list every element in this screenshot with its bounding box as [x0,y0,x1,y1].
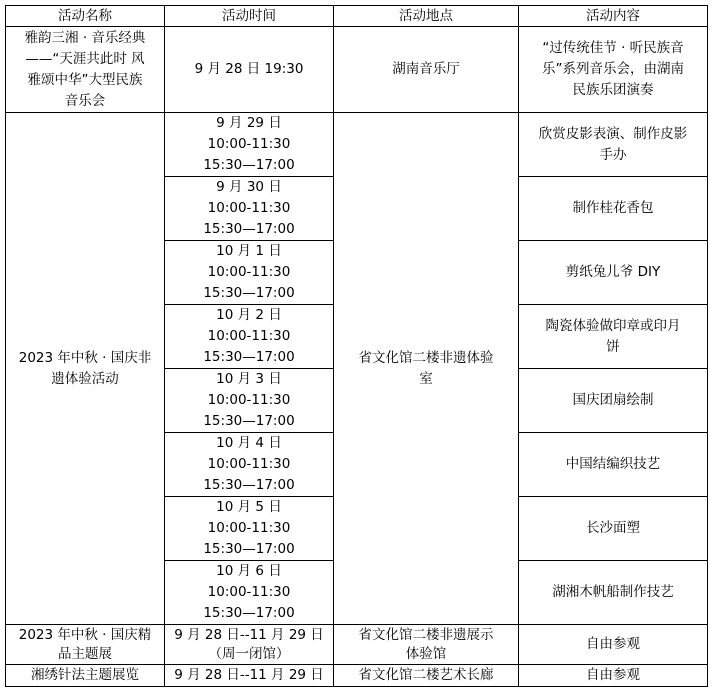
cell-line: 雅颂中华”大型民族 [27,71,143,88]
cell-line: 饼 [606,338,620,355]
activity-time-cell [165,241,334,305]
activity-time-cell [165,305,334,369]
slot-time-morning: 10:00-11:30 [207,136,291,152]
cell-line: 中国结编织技艺 [565,456,661,472]
activity-content-cell [519,625,708,665]
cell-line: 9 月 28 日--11 月 29 日 [174,626,324,643]
cell-line: 长沙面塑 [586,520,640,536]
activity-name-cell [6,625,165,665]
activity-content-cell [519,561,708,625]
header-name: 活动名称 [6,6,165,27]
activity-time-cell [165,177,334,241]
cell-line: 国庆团扇绘制 [572,392,654,408]
slot-time-afternoon: 15:30—17:00 [203,605,295,621]
cell-line: 室 [419,370,433,387]
cell-line: 雅韵三湘 · 音乐经典 [24,29,146,46]
slot-date: 10 月 2 日 [216,307,282,323]
header-content: 活动内容 [519,6,708,27]
activity-content-cell [519,665,708,687]
cell-line: 2023 年中秋 · 国庆精 [18,626,152,643]
header-place: 活动地点 [334,6,519,27]
activity-content-cell [519,27,708,113]
table-row [6,113,708,177]
cell-line: 9 月 28 日--11 月 29 日 [174,667,324,683]
header-time: 活动时间 [165,6,334,27]
activity-name-cell [6,27,165,113]
slot-time-morning: 10:00-11:30 [207,456,291,472]
table-row [6,665,708,687]
slot-date: 10 月 6 日 [216,563,282,579]
slot-date: 10 月 1 日 [216,243,282,259]
cell-line: 品主题展 [58,645,112,662]
activity-name-cell [6,665,165,687]
slot-time-afternoon: 15:30—17:00 [203,541,295,557]
slot-time-morning: 10:00-11:30 [207,328,291,344]
activity-time-cell [165,27,334,113]
activity-time-cell [165,625,334,665]
activity-time-cell [165,561,334,625]
slot-time-afternoon: 15:30—17:00 [203,477,295,493]
cell-line: 省文化馆二楼艺术长廊 [358,667,494,683]
slot-time-morning: 10:00-11:30 [207,584,291,600]
activity-time-cell [165,433,334,497]
cell-line: 自由参观 [586,636,640,652]
cell-line: 省文化馆二楼非遗体验 [358,349,494,366]
activity-table [5,5,708,687]
activity-name-cell [6,113,165,625]
cell-line: “过传统佳节 · 听民族音 [542,40,684,56]
activity-content-cell [519,433,708,497]
activity-content-cell [519,113,708,177]
cell-line: 陶瓷体验做印章或印月 [545,317,681,334]
slot-time-morning: 10:00-11:30 [207,200,291,216]
slot-date: 9 月 29 日 [216,115,282,131]
activity-content-cell [519,369,708,433]
activity-content-cell [519,497,708,561]
cell-line: ——“天涯共此时 风 [25,50,145,67]
slot-date: 9 月 30 日 [216,179,282,195]
cell-line: （周一闭馆） [208,645,290,662]
cell-line: 遗体验活动 [51,370,119,387]
activity-time-cell [165,665,334,687]
activity-time-cell [165,497,334,561]
cell-line: 湖南音乐厅 [392,61,460,77]
slot-date: 10 月 5 日 [216,499,282,515]
slot-date: 10 月 3 日 [216,371,282,387]
slot-date: 10 月 4 日 [216,435,282,451]
slot-time-afternoon: 15:30—17:00 [203,413,295,429]
cell-line: 乐”系列音乐会，由湖南 [542,61,684,77]
activity-place-cell [334,27,519,113]
cell-line: 制作桂花香包 [572,200,654,216]
activity-place-cell [334,665,519,687]
cell-line: 音乐会 [64,92,106,109]
cell-line: 9 月 28 日 19:30 [194,61,304,77]
cell-line: 自由参观 [586,667,640,683]
activity-place-cell [334,113,519,625]
slot-time-afternoon: 15:30—17:00 [203,221,295,237]
header-row [6,6,708,27]
slot-time-afternoon: 15:30—17:00 [203,349,295,365]
activity-time-cell [165,113,334,177]
cell-line: 民族乐团演奏 [572,82,654,98]
slot-time-afternoon: 15:30—17:00 [203,285,295,301]
activity-content-cell [519,177,708,241]
cell-line: 湖湘木帆船制作技艺 [552,584,674,600]
activity-time-cell [165,369,334,433]
cell-line: 省文化馆二楼非遗展示 [358,626,494,643]
slot-time-morning: 10:00-11:30 [207,520,291,536]
cell-line: 2023 年中秋 · 国庆非 [18,349,152,366]
cell-line: 手办 [599,146,627,163]
table-row [6,625,708,665]
cell-line: 体验馆 [405,645,447,662]
slot-time-morning: 10:00-11:30 [207,264,291,280]
activity-content-cell [519,241,708,305]
activity-content-cell [519,305,708,369]
cell-line: 欣赏皮影表演、制作皮影 [538,125,688,142]
slot-time-afternoon: 15:30—17:00 [203,157,295,173]
table-row [6,27,708,113]
cell-line: 剪纸兔儿爷 DIY [565,264,661,280]
slot-time-morning: 10:00-11:30 [207,392,291,408]
activity-place-cell [334,625,519,665]
cell-line: 湘绣针法主题展览 [31,667,139,683]
